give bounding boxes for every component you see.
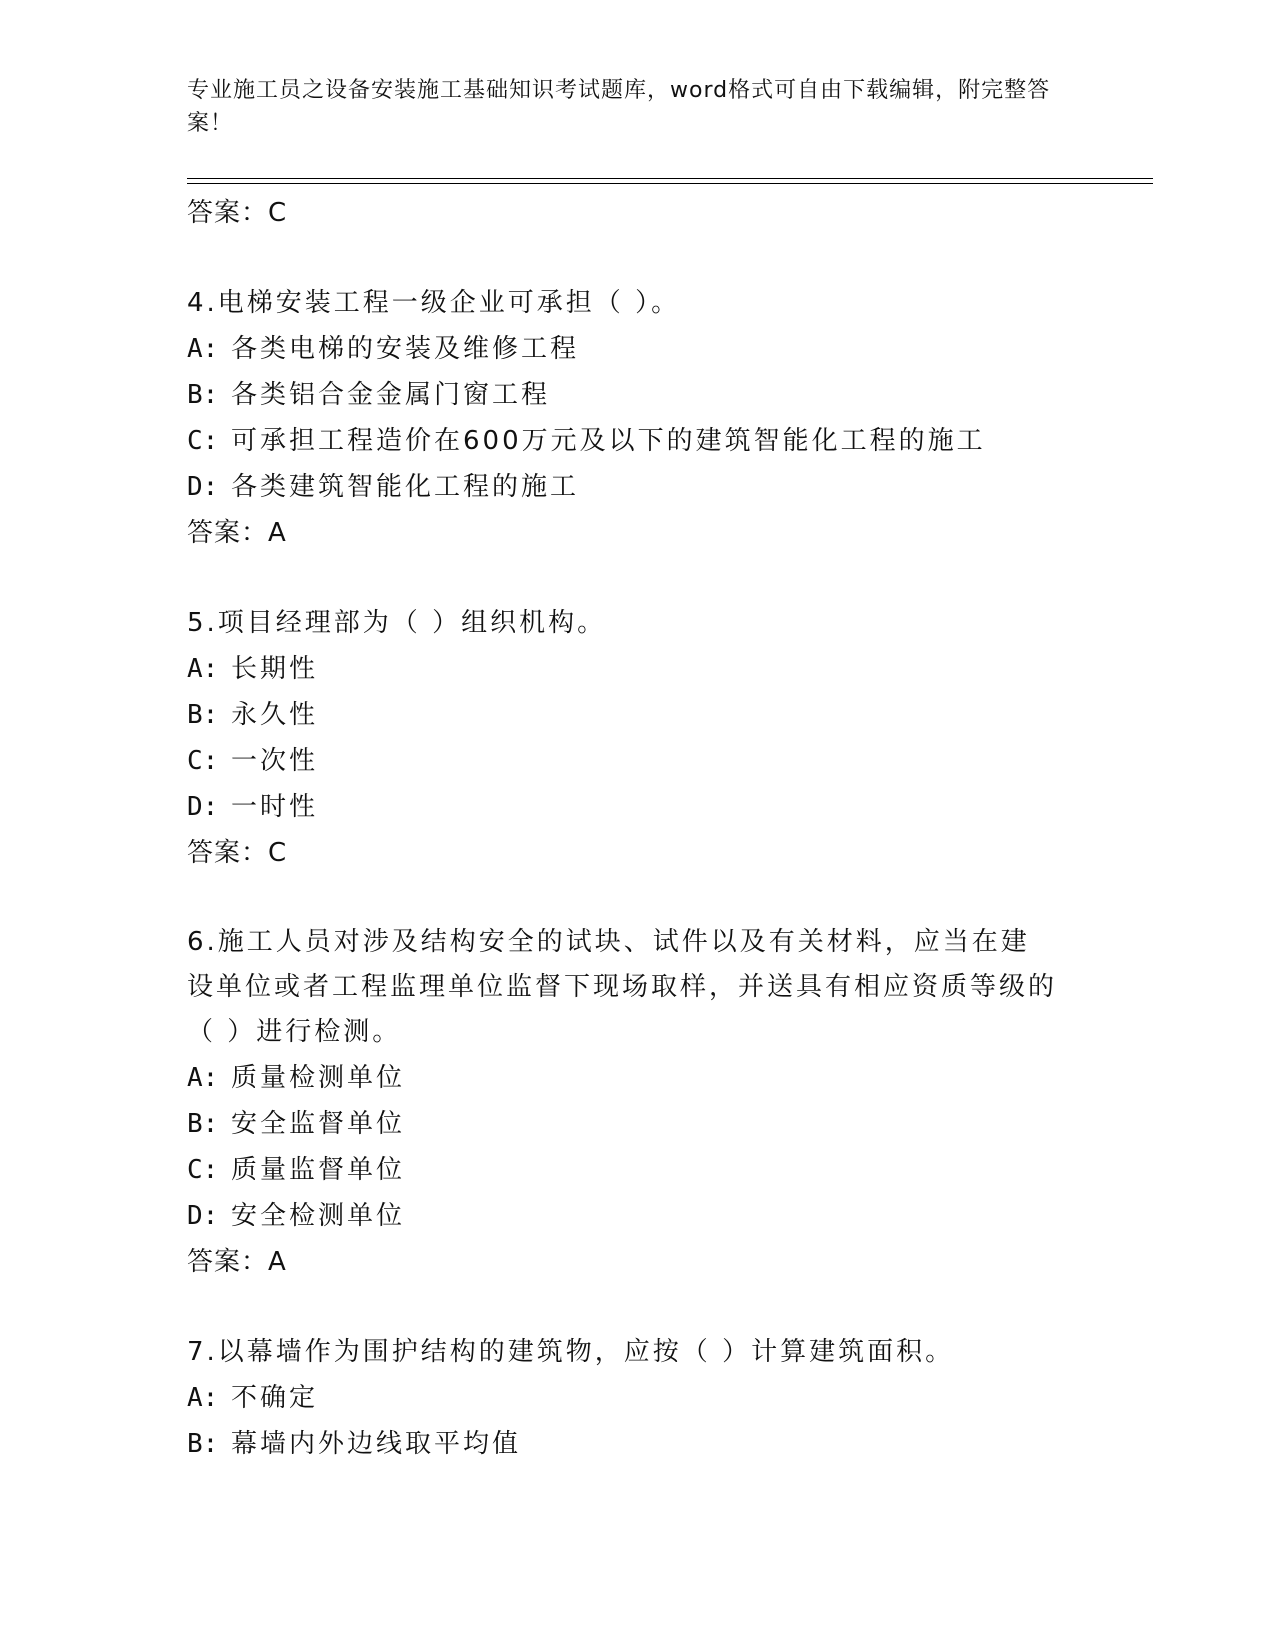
question-4: [187, 280, 1087, 556]
option-letter: B:: [187, 1109, 219, 1139]
option-letter: D:: [187, 1201, 219, 1231]
option-text: 各类铝合金金属门窗工程: [231, 380, 551, 410]
option-letter: A:: [187, 1063, 219, 1093]
option-text: 各类电梯的安装及维修工程: [231, 334, 580, 364]
option-letter: A:: [187, 654, 219, 684]
header-rule-top: [187, 178, 1153, 179]
option-letter: B:: [187, 700, 219, 730]
option-a: [187, 1375, 1087, 1421]
option-d: [187, 1193, 1087, 1239]
option-letter: A:: [187, 1383, 219, 1413]
option-c: [187, 1147, 1087, 1193]
option-text: 一时性: [231, 792, 319, 822]
option-letter: C:: [187, 426, 219, 456]
header-rule-bottom: [187, 183, 1153, 184]
option-letter: A:: [187, 334, 219, 364]
question-stem: 6.施工人员对涉及结构安全的试块、试件以及有关材料，应当在建设单位或者工程监理单位监督下现场取样，并送具有相应资质等级的（ ）进行检测。: [187, 927, 1058, 1047]
question-5: [187, 600, 1087, 876]
option-a: [187, 646, 1087, 692]
option-d: [187, 464, 1087, 510]
answer-line: 答案：A: [187, 518, 287, 548]
option-a: [187, 1055, 1087, 1101]
question-7: [187, 1329, 1087, 1467]
option-text: 质量监督单位: [231, 1155, 406, 1185]
option-letter: C:: [187, 746, 219, 776]
option-text: 长期性: [231, 654, 319, 684]
option-text: 永久性: [231, 700, 319, 730]
option-c: [187, 738, 1087, 784]
option-letter: B:: [187, 1429, 219, 1459]
page-header: 专业施工员之设备安装施工基础知识考试题库，word格式可自由下载编辑，附完整答案！: [187, 78, 1051, 136]
option-text: 各类建筑智能化工程的施工: [231, 472, 580, 502]
option-letter: D:: [187, 472, 219, 502]
question-6: [187, 920, 1087, 1285]
option-letter: B:: [187, 380, 219, 410]
option-b: [187, 692, 1087, 738]
option-text: 幕墙内外边线取平均值: [231, 1429, 522, 1459]
question-stem: 5.项目经理部为（ ）组织机构。: [187, 608, 607, 638]
option-text: 质量检测单位: [231, 1063, 406, 1093]
option-letter: C:: [187, 1155, 219, 1185]
answer-line: 答案：A: [187, 1247, 287, 1277]
option-text: 安全检测单位: [231, 1201, 406, 1231]
option-b: [187, 372, 1087, 418]
question-stem: 7.以幕墙作为围护结构的建筑物，应按（ ）计算建筑面积。: [187, 1337, 955, 1367]
option-b: [187, 1101, 1087, 1147]
option-text: 可承担工程造价在600万元及以下的建筑智能化工程的施工: [231, 426, 986, 456]
option-letter: D:: [187, 792, 219, 822]
question-stem: 4.电梯安装工程一级企业可承担（ ）。: [187, 288, 681, 318]
option-b: [187, 1421, 1087, 1467]
option-text: 不确定: [231, 1383, 319, 1413]
answer-line: 答案：C: [187, 198, 288, 228]
option-text: 安全监督单位: [231, 1109, 406, 1139]
option-d: [187, 784, 1087, 830]
option-c: [187, 418, 1087, 464]
option-a: [187, 326, 1087, 372]
question-list: [187, 190, 1087, 1467]
option-text: 一次性: [231, 746, 319, 776]
answer-line: 答案：C: [187, 838, 288, 868]
